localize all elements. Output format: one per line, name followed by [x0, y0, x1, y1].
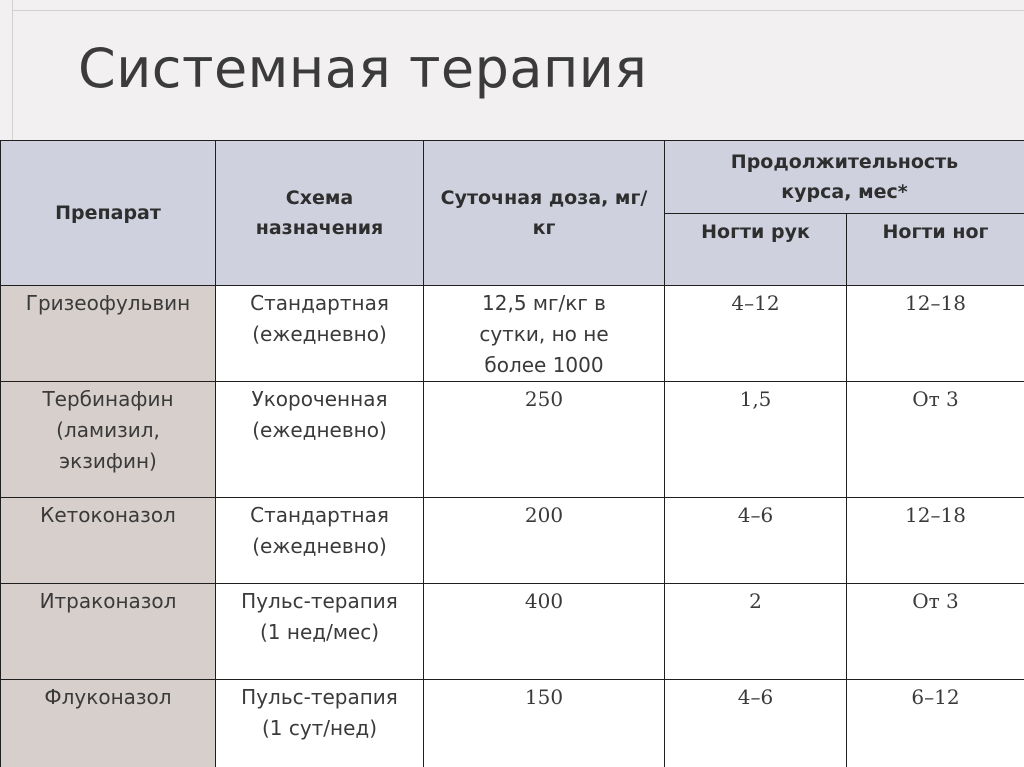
cell-drug-text: Тербинафин (ламизил, экзифин)	[42, 387, 174, 473]
cell-drug: Итраконазол	[1, 584, 216, 680]
cell-feet: 6–12	[847, 680, 1024, 767]
therapy-table	[0, 140, 1024, 767]
table-row	[1, 498, 1024, 584]
cell-scheme	[216, 382, 424, 498]
cell-drug: Гризеофульвин	[1, 286, 216, 382]
cell-hands: 2	[665, 584, 847, 680]
cell-feet: От 3	[847, 382, 1024, 498]
cell-dose: 250	[424, 382, 665, 498]
frame-line	[12, 0, 13, 140]
cell-drug	[1, 382, 216, 498]
cell-dose	[424, 286, 665, 382]
cell-scheme	[216, 286, 424, 382]
cell-hands: 1,5	[665, 382, 847, 498]
cell-dose: 200	[424, 498, 665, 584]
header-dose	[424, 141, 665, 286]
cell-scheme-text: Стандартная (ежедневно)	[250, 291, 389, 346]
table-row	[1, 382, 1024, 498]
cell-scheme-text: Укороченная (ежедневно)	[251, 387, 388, 442]
table-row	[1, 680, 1024, 767]
header-scheme-text: Схема назначения	[255, 187, 384, 239]
cell-scheme	[216, 584, 424, 680]
cell-scheme-text: Стандартная (ежедневно)	[250, 503, 389, 558]
table-row	[1, 584, 1024, 680]
cell-feet: 12–18	[847, 286, 1024, 382]
cell-dose-text: 12,5 мг/кг в сутки, но не более 1000	[479, 291, 609, 377]
cell-scheme	[216, 680, 424, 767]
header-feet: Ногти ног	[847, 214, 1024, 286]
cell-feet: 12–18	[847, 498, 1024, 584]
cell-dose: 400	[424, 584, 665, 680]
cell-hands: 4–6	[665, 680, 847, 767]
cell-scheme	[216, 498, 424, 584]
cell-hands: 4–6	[665, 498, 847, 584]
header-hands: Ногти рук	[665, 214, 847, 286]
header-duration-text: Продолжительность курса, мес*	[730, 151, 959, 203]
table-row	[1, 286, 1024, 382]
header-drug: Препарат	[1, 141, 216, 286]
slide-title: Системная терапия	[78, 37, 648, 100]
cell-scheme-text: Пульс-терапия (1 сут/нед)	[241, 685, 398, 740]
cell-feet: От 3	[847, 584, 1024, 680]
header-scheme	[216, 141, 424, 286]
frame-line	[12, 10, 1024, 11]
cell-hands: 4–12	[665, 286, 847, 382]
cell-drug: Кетоконазол	[1, 498, 216, 584]
cell-drug: Флуконазол	[1, 680, 216, 767]
cell-dose: 150	[424, 680, 665, 767]
header-duration	[665, 141, 1024, 214]
header-dose-text: Суточная доза, мг/кг	[440, 187, 648, 239]
cell-scheme-text: Пульс-терапия (1 нед/мес)	[241, 589, 398, 644]
